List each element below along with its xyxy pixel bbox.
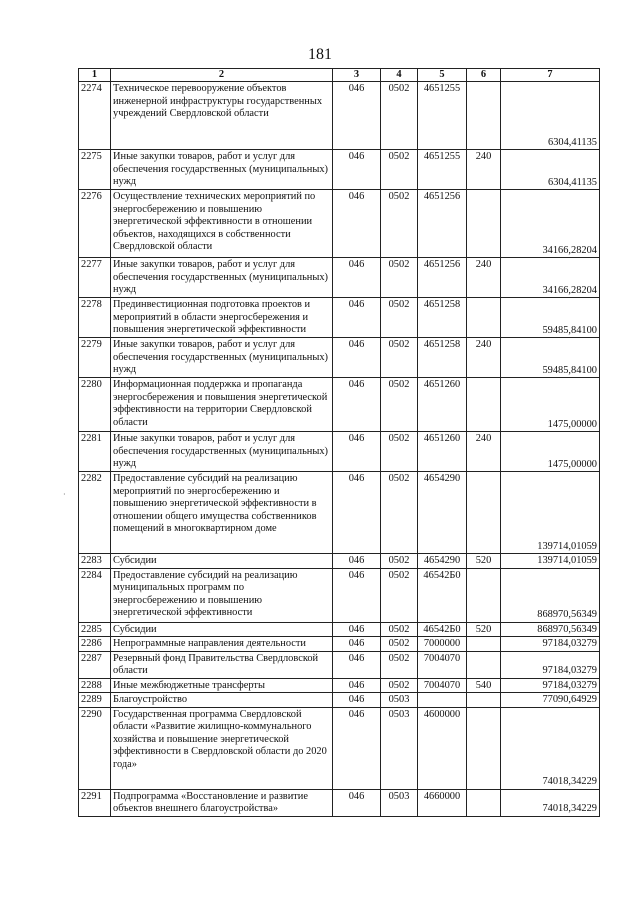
- row-expense-type: 520: [467, 622, 501, 637]
- row-expense-type: 240: [467, 432, 501, 472]
- table-row: [79, 338, 600, 378]
- row-amount: 868970,56349: [501, 568, 600, 622]
- header-col-1: 1: [79, 69, 111, 82]
- row-name: Субсидии: [111, 554, 333, 569]
- row-expense-type: 240: [467, 258, 501, 298]
- row-amount: 139714,01059: [501, 554, 600, 569]
- table-row: [79, 432, 600, 472]
- row-target-code: 46542Б0: [418, 622, 467, 637]
- row-number: 2287: [79, 651, 111, 678]
- row-section-code: 0502: [381, 378, 418, 432]
- table-row: [79, 190, 600, 258]
- row-section-code: 0502: [381, 472, 418, 554]
- row-ministry-code: 046: [333, 432, 381, 472]
- row-name: Иные закупки товаров, работ и услуг для обеспечения государственных (муниципальных) нужд: [111, 150, 333, 190]
- row-amount: 74018,34229: [501, 789, 600, 816]
- row-target-code: 4660000: [418, 789, 467, 816]
- row-ministry-code: 046: [333, 693, 381, 708]
- row-section-code: 0502: [381, 82, 418, 150]
- row-expense-type: [467, 190, 501, 258]
- row-name: Осуществление технических мероприятий по энергосбережению и повышению энергетической эффективности в отношении объектов, находящихся в собственности Свердловской области: [111, 190, 333, 258]
- row-number: 2289: [79, 693, 111, 708]
- row-number: 2291: [79, 789, 111, 816]
- row-number: 2283: [79, 554, 111, 569]
- row-ministry-code: 046: [333, 472, 381, 554]
- row-ministry-code: 046: [333, 707, 381, 789]
- row-ministry-code: 046: [333, 554, 381, 569]
- row-target-code: 4651258: [418, 298, 467, 338]
- row-amount: 59485,84100: [501, 338, 600, 378]
- table-row: [79, 298, 600, 338]
- table-row: [79, 150, 600, 190]
- table-row: [79, 378, 600, 432]
- row-amount: 868970,56349: [501, 622, 600, 637]
- row-ministry-code: 046: [333, 82, 381, 150]
- row-ministry-code: 046: [333, 150, 381, 190]
- row-number: 2288: [79, 678, 111, 693]
- table-body: [79, 82, 600, 817]
- row-expense-type: [467, 568, 501, 622]
- row-target-code: 4651255: [418, 82, 467, 150]
- row-section-code: 0502: [381, 338, 418, 378]
- row-section-code: 0502: [381, 678, 418, 693]
- table-row: [79, 707, 600, 789]
- row-number: 2286: [79, 637, 111, 652]
- row-amount: 34166,28204: [501, 190, 600, 258]
- row-ministry-code: 046: [333, 637, 381, 652]
- row-name: Благоустройство: [111, 693, 333, 708]
- row-number: 2275: [79, 150, 111, 190]
- row-amount: 77090,64929: [501, 693, 600, 708]
- row-target-code: 46542Б0: [418, 568, 467, 622]
- row-expense-type: [467, 789, 501, 816]
- row-number: 2284: [79, 568, 111, 622]
- row-number: 2274: [79, 82, 111, 150]
- row-section-code: 0502: [381, 651, 418, 678]
- table-row: [79, 622, 600, 637]
- row-expense-type: [467, 378, 501, 432]
- row-ministry-code: 046: [333, 190, 381, 258]
- header-col-3: 3: [333, 69, 381, 82]
- table-row: [79, 258, 600, 298]
- header-col-6: 6: [467, 69, 501, 82]
- row-name: Техническое перевооружение объектов инженерной инфраструктуры государственных учреждений Свердловской области: [111, 82, 333, 150]
- row-target-code: 4600000: [418, 707, 467, 789]
- row-target-code: [418, 693, 467, 708]
- row-amount: 97184,03279: [501, 651, 600, 678]
- row-section-code: 0502: [381, 568, 418, 622]
- row-expense-type: [467, 693, 501, 708]
- row-name: Прединвестиционная подготовка проектов и мероприятий в области энергосбережения и повышения энергетической эффективности: [111, 298, 333, 338]
- row-name: Предоставление субсидий на реализацию муниципальных программ по энергосбережению и повышению энергетической эффективности: [111, 568, 333, 622]
- row-name: Непрограммные направления деятельности: [111, 637, 333, 652]
- row-name: Предоставление субсидий на реализацию мероприятий по энергосбережению и повышению энергетической эффективности в отношении общего имущества собственников помещений в многоквартирном доме: [111, 472, 333, 554]
- row-amount: 97184,03279: [501, 637, 600, 652]
- row-target-code: 4651258: [418, 338, 467, 378]
- row-name: Иные закупки товаров, работ и услуг для обеспечения государственных (муниципальных) нужд: [111, 432, 333, 472]
- row-target-code: 7004070: [418, 651, 467, 678]
- row-name: Государственная программа Свердловской области «Развитие жилищно-коммунального хозяйства и повышение энергетической эффективности в Свердловской области до 2020 года»: [111, 707, 333, 789]
- row-amount: 97184,03279: [501, 678, 600, 693]
- budget-table: [78, 68, 600, 817]
- row-target-code: 4651256: [418, 190, 467, 258]
- row-target-code: 4651255: [418, 150, 467, 190]
- row-number: 2278: [79, 298, 111, 338]
- row-expense-type: [467, 472, 501, 554]
- row-amount: 34166,28204: [501, 258, 600, 298]
- row-target-code: 4654290: [418, 554, 467, 569]
- row-ministry-code: 046: [333, 789, 381, 816]
- table-row: [79, 82, 600, 150]
- row-expense-type: [467, 637, 501, 652]
- row-ministry-code: 046: [333, 651, 381, 678]
- row-target-code: 4654290: [418, 472, 467, 554]
- row-expense-type: 240: [467, 150, 501, 190]
- row-section-code: 0502: [381, 637, 418, 652]
- row-name: Иные закупки товаров, работ и услуг для обеспечения государственных (муниципальных) нужд: [111, 258, 333, 298]
- row-amount: 74018,34229: [501, 707, 600, 789]
- header-col-4: 4: [381, 69, 418, 82]
- row-amount: 6304,41135: [501, 82, 600, 150]
- row-section-code: 0503: [381, 693, 418, 708]
- row-section-code: 0502: [381, 150, 418, 190]
- row-expense-type: 240: [467, 338, 501, 378]
- row-number: 2279: [79, 338, 111, 378]
- row-ministry-code: 046: [333, 338, 381, 378]
- row-ministry-code: 046: [333, 622, 381, 637]
- row-number: 2290: [79, 707, 111, 789]
- row-name: Подпрограмма «Восстановление и развитие объектов внешнего благоустройства»: [111, 789, 333, 816]
- row-target-code: 7000000: [418, 637, 467, 652]
- row-target-code: 7004070: [418, 678, 467, 693]
- row-expense-type: 520: [467, 554, 501, 569]
- row-name: Резервный фонд Правительства Свердловской области: [111, 651, 333, 678]
- row-amount: 1475,00000: [501, 432, 600, 472]
- row-name: Иные закупки товаров, работ и услуг для обеспечения государственных (муниципальных) нужд: [111, 338, 333, 378]
- row-amount: 139714,01059: [501, 472, 600, 554]
- row-expense-type: [467, 707, 501, 789]
- row-section-code: 0502: [381, 432, 418, 472]
- row-expense-type: [467, 298, 501, 338]
- row-expense-type: [467, 651, 501, 678]
- table-row: [79, 472, 600, 554]
- row-amount: 1475,00000: [501, 378, 600, 432]
- row-target-code: 4651260: [418, 432, 467, 472]
- row-name: Информационная поддержка и пропаганда энергосбережения и повышения энергетической эффективности на территории Свердловской области: [111, 378, 333, 432]
- header-col-7: 7: [501, 69, 600, 82]
- row-number: 2285: [79, 622, 111, 637]
- row-section-code: 0502: [381, 258, 418, 298]
- row-ministry-code: 046: [333, 258, 381, 298]
- row-number: 2276: [79, 190, 111, 258]
- row-number: 2282: [79, 472, 111, 554]
- table-row: [79, 651, 600, 678]
- table-row: [79, 568, 600, 622]
- row-target-code: 4651256: [418, 258, 467, 298]
- table-row: [79, 678, 600, 693]
- row-target-code: 4651260: [418, 378, 467, 432]
- row-section-code: 0503: [381, 707, 418, 789]
- table-header: [79, 69, 600, 82]
- row-section-code: 0502: [381, 190, 418, 258]
- row-ministry-code: 046: [333, 298, 381, 338]
- row-expense-type: [467, 82, 501, 150]
- row-section-code: 0502: [381, 554, 418, 569]
- row-section-code: 0502: [381, 298, 418, 338]
- header-col-5: 5: [418, 69, 467, 82]
- table-row: [79, 637, 600, 652]
- row-amount: 6304,41135: [501, 150, 600, 190]
- table-row: [79, 554, 600, 569]
- row-name: Иные межбюджетные трансферты: [111, 678, 333, 693]
- table-row: [79, 693, 600, 708]
- row-ministry-code: 046: [333, 678, 381, 693]
- row-number: 2280: [79, 378, 111, 432]
- row-number: 2281: [79, 432, 111, 472]
- row-section-code: 0502: [381, 622, 418, 637]
- table-row: [79, 789, 600, 816]
- header-col-2: 2: [111, 69, 333, 82]
- row-name: Субсидии: [111, 622, 333, 637]
- row-section-code: 0503: [381, 789, 418, 816]
- row-number: 2277: [79, 258, 111, 298]
- margin-mark: ·: [63, 490, 66, 499]
- row-ministry-code: 046: [333, 568, 381, 622]
- page-number: 181: [308, 46, 332, 63]
- row-amount: 59485,84100: [501, 298, 600, 338]
- row-expense-type: 540: [467, 678, 501, 693]
- header-row: [79, 69, 600, 82]
- row-ministry-code: 046: [333, 378, 381, 432]
